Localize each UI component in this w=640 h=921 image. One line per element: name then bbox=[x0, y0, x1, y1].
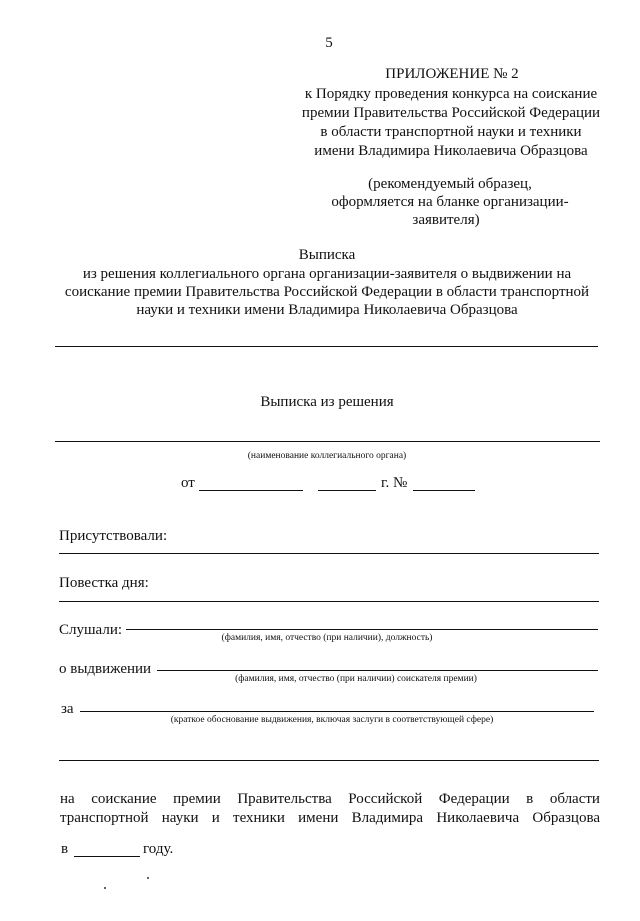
closing-word: на bbox=[60, 791, 75, 807]
closing-line-1 bbox=[60, 791, 600, 808]
closing-word: Правительства bbox=[237, 791, 332, 807]
present-label: Присутствовали: bbox=[59, 528, 168, 544]
appendix-line: имени Владимира Николаевича Образцова bbox=[314, 143, 588, 159]
closing-word: области bbox=[549, 791, 600, 807]
note-line: оформляется на бланке организации- bbox=[331, 194, 569, 210]
scan-speck bbox=[147, 877, 149, 879]
closing-word: Федерации bbox=[438, 791, 510, 807]
for-caption: (краткое обоснование выдвижения, включая заслуги в соответствующей сфере) bbox=[170, 715, 494, 725]
extract-title: Выписка из решения bbox=[260, 394, 394, 410]
for-blank-line[interactable] bbox=[80, 711, 594, 712]
appendix-title: ПРИЛОЖЕНИЕ № 2 bbox=[385, 66, 519, 82]
heading-line: соискание премии Правительства Российской Федерации в области транспортной bbox=[64, 284, 590, 300]
closing-line-2 bbox=[60, 810, 600, 827]
closing-year-blank-line[interactable] bbox=[74, 856, 140, 857]
extra-blank-line[interactable] bbox=[59, 760, 599, 761]
scan-speck bbox=[104, 887, 106, 889]
heading-title: Выписка bbox=[298, 247, 356, 263]
collegial-body-caption: (наименование коллегиального органа) bbox=[247, 451, 407, 461]
closing-word: транспортной bbox=[60, 810, 149, 826]
appendix-line: премии Правительства Российской Федерации bbox=[301, 105, 601, 121]
organization-blank-line[interactable] bbox=[55, 346, 598, 347]
number-label: г. № bbox=[381, 475, 408, 491]
agenda-blank-line[interactable] bbox=[59, 601, 599, 602]
heading-line: науки и техники имени Владимира Николаевича Образцова bbox=[136, 302, 518, 318]
closing-word: Николаевича bbox=[436, 810, 520, 826]
closing-word: науки bbox=[161, 810, 199, 826]
date-from-label: от bbox=[181, 475, 195, 491]
year-prefix: в bbox=[61, 841, 69, 857]
nomination-blank-line[interactable] bbox=[157, 670, 598, 671]
note-line: заявителя) bbox=[412, 212, 480, 228]
year-suffix: году. bbox=[143, 841, 174, 857]
closing-word: соискание bbox=[91, 791, 157, 807]
listened-caption: (фамилия, имя, отчество (при наличии), должность) bbox=[221, 633, 433, 643]
heading-line: из решения коллегиального органа организации-заявителя о выдвижении на bbox=[82, 266, 572, 282]
nomination-label: о выдвижении bbox=[59, 661, 152, 677]
closing-word: имени bbox=[298, 810, 339, 826]
appendix-line: к Порядку проведения конкурса на соискание bbox=[304, 86, 598, 102]
closing-word: Владимира bbox=[351, 810, 424, 826]
present-blank-line[interactable] bbox=[59, 553, 599, 554]
closing-word: в bbox=[526, 791, 534, 807]
closing-word: и bbox=[211, 810, 220, 826]
nomination-caption: (фамилия, имя, отчество (при наличии) соискателя премии) bbox=[235, 674, 477, 684]
closing-word: премии bbox=[173, 791, 221, 807]
listened-label: Слушали: bbox=[59, 622, 123, 638]
date-blank-line[interactable] bbox=[199, 490, 303, 491]
closing-word: Образцова bbox=[532, 810, 600, 826]
listened-blank-line[interactable] bbox=[126, 629, 598, 630]
number-blank-line[interactable] bbox=[413, 490, 475, 491]
closing-word: Российской bbox=[348, 791, 423, 807]
year-blank-line[interactable] bbox=[318, 490, 376, 491]
collegial-body-blank-line[interactable] bbox=[55, 441, 600, 442]
for-label: за bbox=[61, 701, 74, 717]
note-line: (рекомендуемый образец, bbox=[368, 176, 532, 192]
page-number: 5 bbox=[325, 35, 333, 51]
appendix-line: в области транспортной науки и техники bbox=[320, 124, 582, 140]
agenda-label: Повестка дня: bbox=[59, 575, 149, 591]
closing-word: техники bbox=[233, 810, 285, 826]
